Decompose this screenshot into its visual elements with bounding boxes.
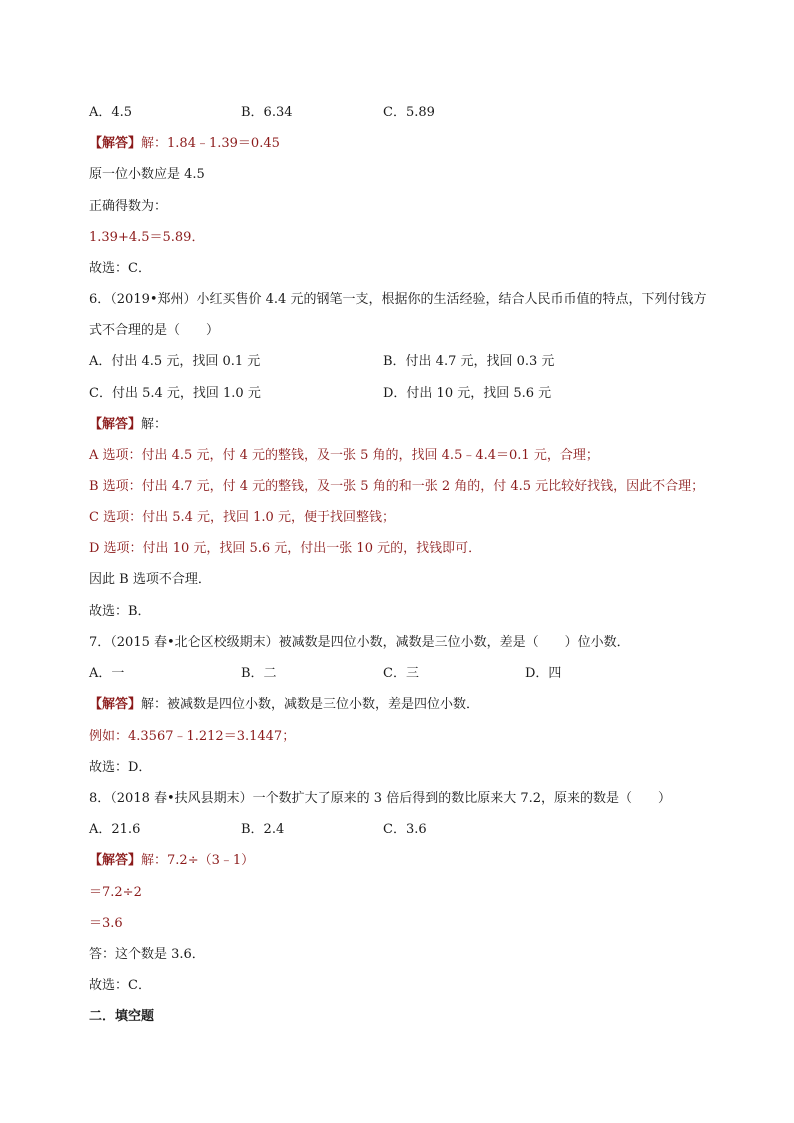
q6-choice: 故选：B． (89, 604, 151, 619)
q5-answer-line (89, 135, 280, 153)
q6-option-d: D．付出 10 元，找回 5.6 元 (383, 386, 552, 401)
answer-step: 1.84﹣1.39＝0.45 (167, 136, 280, 151)
q8-reply: 答：这个数是 3.6． (89, 947, 205, 962)
q5-step: 正确得数为： (89, 199, 168, 214)
q7-answer-line (89, 696, 479, 714)
answer-tag: 【解答】 (89, 417, 142, 432)
q6-stem-line2: 式不合理的是（ ） (89, 323, 220, 338)
q7-option-d: D．四 (525, 666, 562, 681)
q7-example: 例如：4.3567﹣1.212＝3.1447； (89, 729, 296, 744)
q8-choice: 故选：C． (89, 978, 151, 993)
q6-option-a: A．付出 4.5 元，找回 0.1 元 (89, 354, 261, 369)
q7-option-a: A．一 (89, 666, 125, 681)
q7-option-c: C．三 (383, 666, 419, 681)
q6-option-c: C．付出 5.4 元，找回 1.0 元 (89, 386, 261, 401)
answer-tag: 【解答】 (89, 697, 142, 712)
answer-lead: 解： (141, 136, 168, 151)
q8-option-c: C．3.6 (383, 822, 427, 837)
q5-option-a: A．4.5 (89, 105, 133, 120)
q8-answer-line (89, 852, 254, 870)
q5-step: 原一位小数应是 4.5 (89, 167, 205, 182)
q7-stem: 7．（2015 春•北仑区校级期末）被减数是四位小数，减数是三位小数，差是（ ）位小数． (89, 635, 630, 650)
q6-conclusion: 因此 B 选项不合理． (89, 572, 211, 587)
section-heading-fill-in: 二．填空题 (89, 1009, 155, 1024)
answer-text: 解：被减数是四位小数，减数是三位小数，差是四位小数． (141, 697, 480, 712)
q8-option-a: A．21.6 (89, 822, 141, 837)
q8-option-b: B．2.4 (241, 822, 285, 837)
q6-step: C 选项：付出 5.4 元，找回 1.0 元，便于找回整钱； (89, 510, 395, 525)
q8-stem: 8．（2018 春•扶风县期末）一个数扩大了原来的 3 倍后得到的数比原来大 7.2，原来的数是（ ） (89, 791, 671, 806)
answer-tag: 【解答】 (89, 136, 142, 151)
q5-step: 1.39+4.5＝5.89． (89, 230, 205, 245)
answer-lead: 解： (141, 417, 168, 432)
q5-option-b: B．6.34 (241, 105, 293, 120)
q5-option-c: C．5.89 (383, 105, 435, 120)
q6-stem-line1: 6．（2019•郑州）小红买售价 4.4 元的钢笔一支，根据你的生活经验，结合人民币币值的特点，下列付钱方 (89, 292, 707, 307)
q8-step: ＝3.6 (89, 916, 123, 931)
q6-step: A 选项：付出 4.5 元，付 4 元的整钱，及一张 5 角的，找回 4.5﹣4.4＝0.1 元，合理； (89, 448, 599, 463)
q7-option-b: B．二 (241, 666, 277, 681)
q6-step: B 选项：付出 4.7 元，付 4 元的整钱，及一张 5 角的和一张 2 角的，付 4.5 元比较好找钱，因此不合理； (89, 479, 705, 494)
q6-answer-line (89, 416, 167, 434)
q7-choice: 故选：D． (89, 760, 152, 775)
q6-step: D 选项：付出 10 元，找回 5.6 元，付出一张 10 元的，找钱即可． (89, 541, 482, 556)
q8-step: ＝7.2÷2 (89, 885, 142, 900)
q5-choice: 故选：C． (89, 261, 151, 276)
answer-tag: 【解答】 (89, 853, 142, 868)
answer-text: 解：7.2÷（3﹣1） (141, 853, 255, 868)
q6-option-b: B．付出 4.7 元，找回 0.3 元 (383, 354, 555, 369)
